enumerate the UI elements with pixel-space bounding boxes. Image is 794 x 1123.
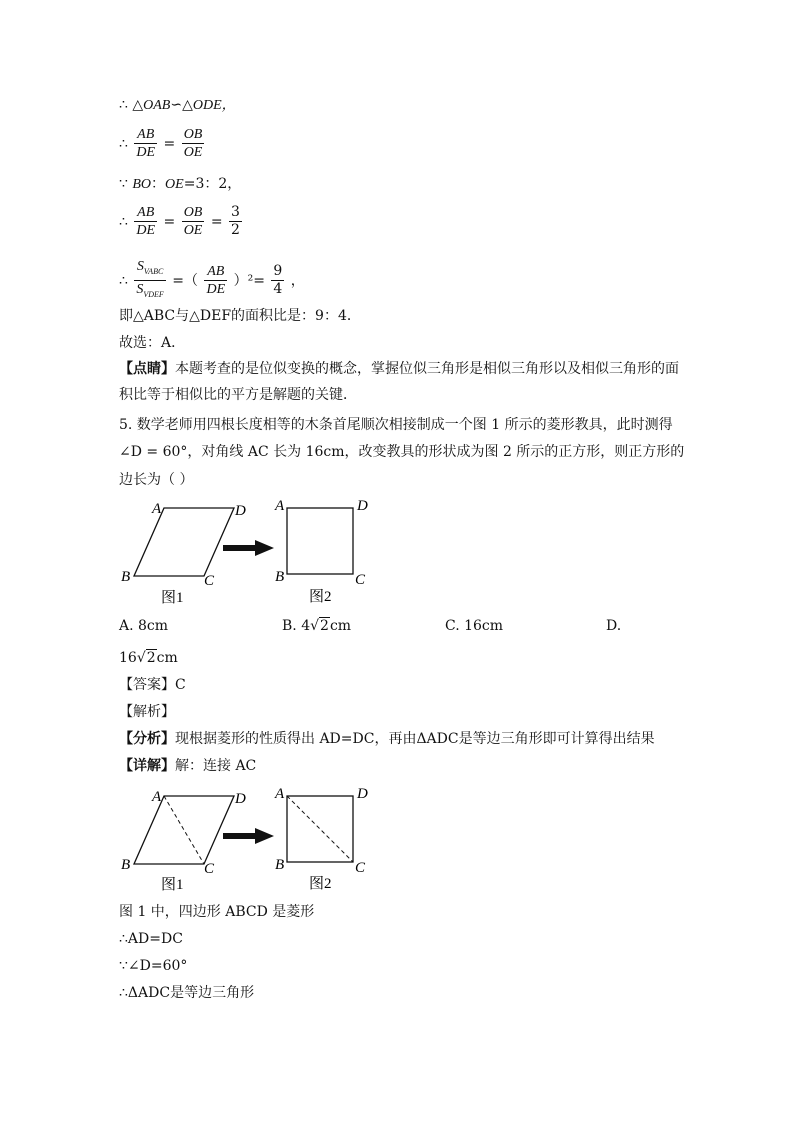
fraction-area-ratio: $\frac{S_{VABC}}{S_{VDEF}}$ [136, 259, 164, 299]
xiangjie-text: 解：连接 AC [175, 758, 257, 774]
label-c: C [204, 573, 215, 589]
segment-bo: BO [132, 177, 152, 192]
xiangjie-tag: 【详解】 [119, 758, 175, 774]
solution-step-4: ∴ΔADC是等边三角形 [119, 985, 255, 1001]
solution-figures [119, 784, 379, 896]
fraction-ob-oe: $\frac{OB}{OE}$ [183, 127, 203, 160]
label-d: D [357, 786, 368, 802]
proof-line-1 [119, 96, 236, 115]
option-d: D. [606, 618, 622, 634]
proof-line-4 [119, 204, 244, 239]
option-c: C. 16cm [445, 618, 504, 634]
comma: ， [290, 272, 305, 289]
equals-paren: =（ [172, 272, 198, 289]
fig2-caption: 图2 [309, 589, 332, 605]
label-d: D [235, 791, 246, 807]
question-figures [119, 496, 379, 608]
solution-step-1: 图 1 中，四边形 ABCD 是菱形 [119, 904, 315, 920]
fenxi-tag: 【分析】 [119, 731, 175, 747]
label-a: A [152, 789, 162, 805]
rhombus-shape [134, 796, 234, 864]
equals-sign: = [210, 213, 223, 230]
diagonal-ac [164, 796, 204, 864]
label-b: B [275, 569, 285, 585]
equals-sign: = [163, 213, 176, 230]
label-c: C [204, 861, 215, 877]
proof-line-3 [119, 175, 241, 194]
option-a: A. 8cm [119, 618, 169, 634]
comment-text: 本题考查的是位似变换的概念，掌握位似三角形是相似三角形以及相似三角形的面 [175, 361, 679, 377]
therefore-symbol: ∴ [119, 97, 128, 113]
label-d: D [235, 503, 246, 519]
area-ratio-conclusion: 即△ABC与△DEF的面积比是：9：4． [119, 308, 361, 324]
fraction-3-2: $\frac{3}{2}$ [231, 204, 240, 238]
option-b: B. 4√2cm [282, 618, 352, 634]
proof-line-5 [119, 258, 305, 303]
fig1-caption: 图1 [161, 877, 184, 893]
option-d-value: 16√2cm [119, 650, 178, 666]
analysis-heading: 【解析】 [119, 704, 175, 720]
therefore-symbol: ∴ [119, 272, 128, 289]
label-a: A [275, 786, 285, 802]
diagonal-ac [287, 796, 353, 862]
solution-step-2: ∴AD=DC [119, 931, 183, 947]
fraction-ab-de: $\frac{AB}{DE}$ [136, 205, 156, 238]
xiangjie-line [119, 757, 256, 775]
therefore-symbol: ∴ [119, 213, 128, 230]
square-shape [287, 508, 353, 574]
because-symbol: ∵ [119, 176, 128, 192]
answer-line: 【答案】C [119, 677, 186, 693]
fig2-caption: 图2 [309, 876, 332, 892]
comment-line-1 [119, 360, 679, 378]
similarity-statement: △OAB∽△ODE， [132, 98, 236, 113]
label-a: A [152, 501, 162, 517]
solution-step-3: ∵∠D=60° [119, 958, 188, 974]
fraction-ab-de: $\frac{AB}{DE}$ [206, 264, 226, 297]
fraction-9-4: $\frac{9}{4}$ [273, 263, 283, 297]
proof-line-2 [119, 126, 206, 161]
fraction-ob-oe: $\frac{OB}{OE}$ [183, 205, 203, 238]
label-b: B [121, 857, 131, 873]
label-c: C [355, 572, 366, 588]
ratio-colon: ： [151, 176, 166, 192]
ratio-value: =3：2， [183, 176, 242, 192]
comment-line-2: 积比等于相似比的平方是解题的关键． [119, 387, 357, 403]
fenxi-text: 现根据菱形的性质得出 AD=DC，再由ΔADC是等边三角形即可计算得出结果 [175, 731, 655, 747]
fenxi-line [119, 730, 655, 748]
label-b: B [275, 857, 285, 873]
squared-equals: ）²= [233, 272, 265, 289]
label-b: B [121, 569, 131, 585]
label-d: D [357, 498, 368, 514]
fig1-caption: 图1 [161, 590, 184, 606]
question-5-line-2: ∠D = 60°，对角线 AC 长为 16cm，改变教具的形状成为图 2 所示的正方形，则正方形的 [119, 444, 685, 460]
label-a: A [275, 498, 285, 514]
equals-sign: = [163, 135, 176, 152]
choice-statement: 故选：A． [119, 335, 186, 351]
rhombus-shape [134, 508, 234, 576]
fraction-ab-de: $\frac{AB}{DE}$ [136, 127, 156, 160]
therefore-symbol: ∴ [119, 135, 128, 152]
question-5-line-3: 边长为（ ） [119, 472, 194, 488]
segment-oe: OE [165, 177, 184, 192]
comment-tag: 【点睛】 [119, 361, 175, 377]
arrow-icon [223, 828, 274, 844]
question-5-line-1: 5. 数学老师用四根长度相等的木条首尾顺次相接制成一个图 1 所示的菱形教具，此时测得 [119, 417, 673, 433]
label-c: C [355, 860, 366, 876]
arrow-icon [223, 540, 274, 556]
